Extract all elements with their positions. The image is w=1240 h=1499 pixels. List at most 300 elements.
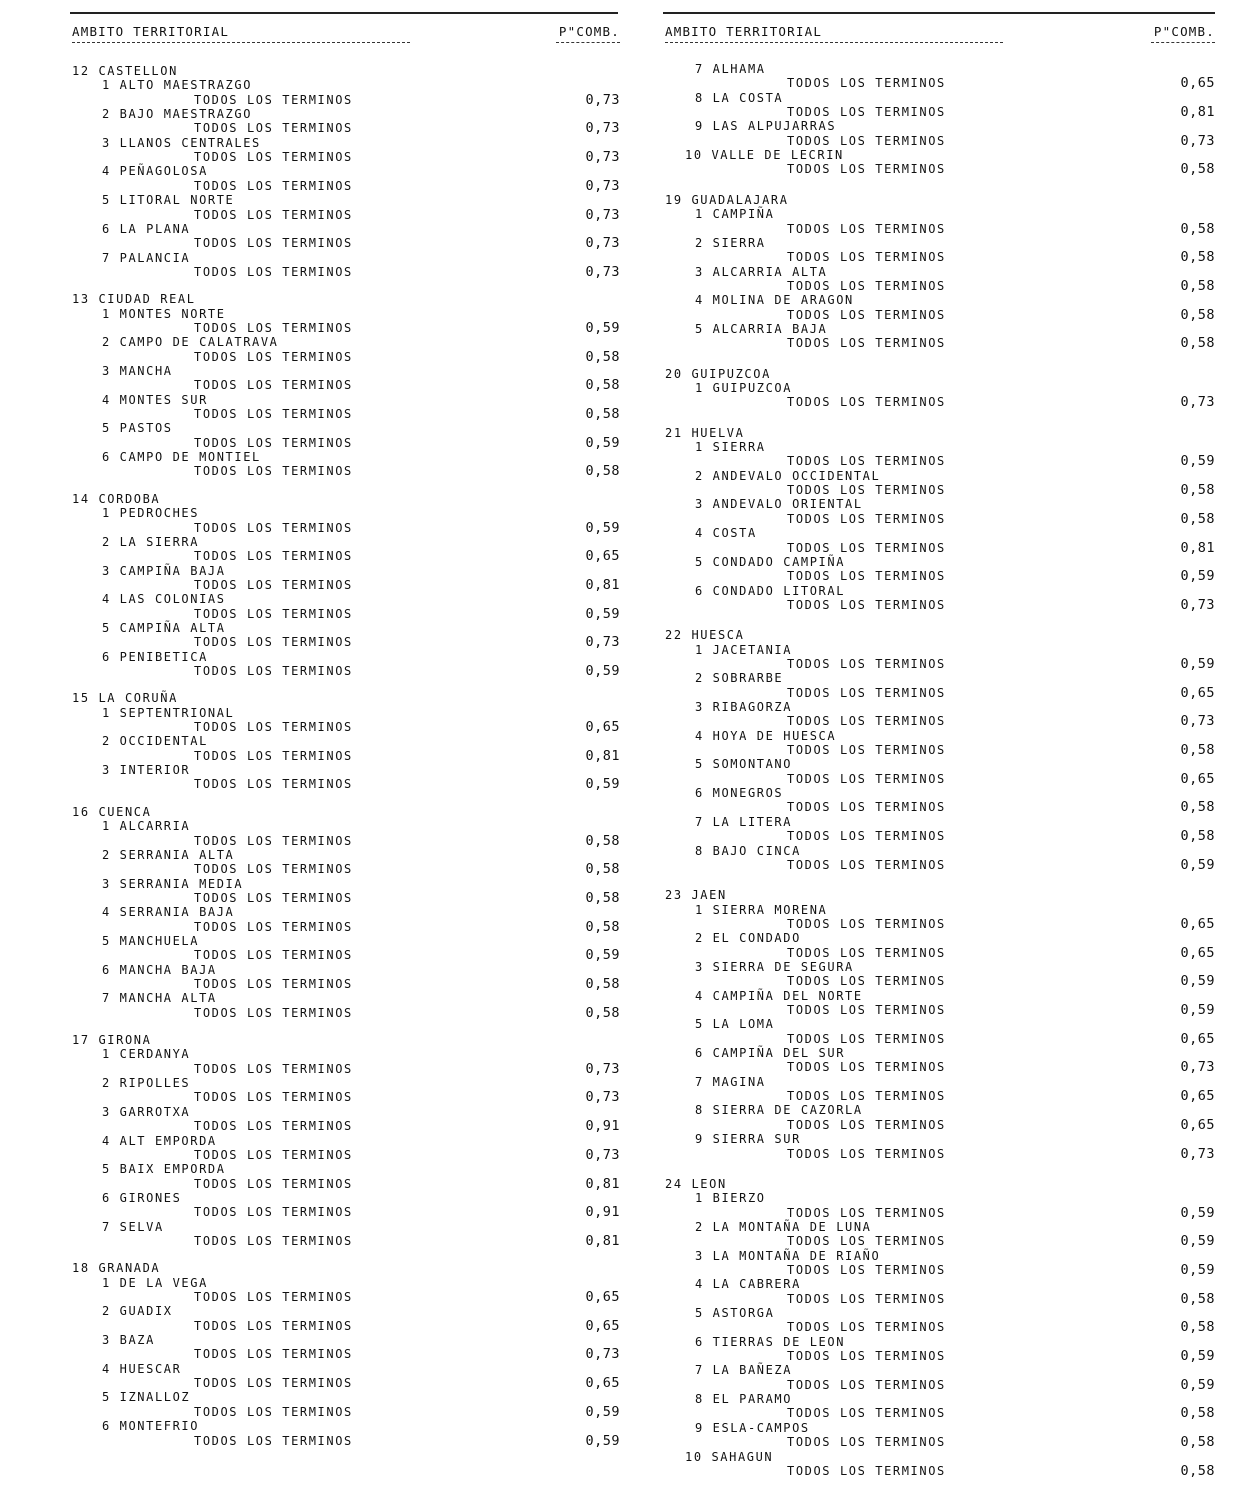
comarca-row (665, 844, 1215, 859)
comarca-label: 3 SIERRA DE SEGURA (695, 959, 854, 974)
province-row (665, 193, 1215, 208)
pcomb-value: 0,58 (1180, 1405, 1215, 1422)
province-row (665, 628, 1215, 643)
terminos-label: TODOS LOS TERMINOS (194, 1061, 353, 1076)
pcomb-value: 0,58 (1180, 510, 1215, 527)
comarca-label: 2 SOBRARBE (695, 671, 784, 686)
comarca-row (72, 78, 620, 93)
pcomb-value: 0,73 (1180, 713, 1215, 730)
province-row (72, 1261, 620, 1276)
comarca-row (665, 903, 1215, 918)
comarca-label: 3 INTERIOR (102, 763, 191, 778)
terminos-label: TODOS LOS TERMINOS (787, 1262, 946, 1277)
terminos-row (72, 834, 620, 849)
terminos-row (72, 265, 620, 280)
pcomb-value: 0,73 (1180, 132, 1215, 149)
province-label: 12 CASTELLON (72, 64, 178, 78)
comarca-row (665, 1363, 1215, 1378)
comarca-row (665, 555, 1215, 570)
pcomb-value: 0,65 (1180, 1116, 1215, 1133)
terminos-row (665, 105, 1215, 120)
pcomb-value: 0,58 (1180, 306, 1215, 323)
pcomb-value: 0,58 (585, 889, 620, 906)
terminos-row (72, 1148, 620, 1163)
comarca-row (72, 506, 620, 521)
pcomb-value: 0,73 (1180, 394, 1215, 411)
comarca-row (665, 293, 1215, 308)
comarca-label: 6 PENIBETICA (102, 649, 208, 664)
comarca-label: 2 OCCIDENTAL (102, 734, 208, 749)
comarca-label: 6 TIERRAS DE LEON (695, 1334, 846, 1349)
terminos-label: TODOS LOS TERMINOS (194, 236, 353, 251)
comarca-label: 2 GUADIX (102, 1304, 173, 1319)
terminos-row (72, 436, 620, 451)
comarca-label: 5 LA LOMA (695, 1017, 775, 1032)
terminos-row (665, 395, 1215, 410)
comarca-label: 7 PALANCIA (102, 250, 191, 265)
column-header (72, 24, 620, 40)
terminos-row (665, 743, 1215, 758)
terminos-row (72, 121, 620, 136)
terminos-label: TODOS LOS TERMINOS (787, 105, 946, 120)
comarca-row (665, 1450, 1215, 1465)
terminos-row (665, 1089, 1215, 1104)
comarca-label: 4 MOLINA DE ARAGON (695, 293, 854, 308)
terminos-label: TODOS LOS TERMINOS (194, 1233, 353, 1248)
comarca-row (665, 62, 1215, 77)
comarca-label: 4 CAMPIÑA DEL NORTE (695, 988, 863, 1003)
comarca-label: 4 MONTES SUR (102, 392, 208, 407)
terminos-label: TODOS LOS TERMINOS (787, 743, 946, 758)
terminos-row (665, 598, 1215, 613)
terminos-row (72, 1405, 620, 1420)
pcomb-value: 0,58 (585, 406, 620, 423)
comarca-row (665, 960, 1215, 975)
terminos-row (665, 946, 1215, 961)
comarca-row (665, 526, 1215, 541)
comarca-label: 3 LLANOS CENTRALES (102, 135, 261, 150)
comarca-row (72, 934, 620, 949)
comarca-row (665, 786, 1215, 801)
comarca-label: 4 LAS COLONIAS (102, 592, 226, 607)
pcomb-value: 0,58 (1180, 1462, 1215, 1479)
comarca-row (72, 650, 620, 665)
comarca-label: 5 CAMPIÑA ALTA (102, 620, 226, 635)
terminos-label: TODOS LOS TERMINOS (194, 178, 353, 193)
top-rule (663, 12, 1215, 14)
comarca-label: 5 IZNALLOZ (102, 1390, 191, 1405)
terminos-row (665, 800, 1215, 815)
terminos-label: TODOS LOS TERMINOS (787, 76, 946, 91)
terminos-row (665, 1234, 1215, 1249)
pcomb-value: 0,73 (585, 263, 620, 280)
terminos-label: TODOS LOS TERMINOS (194, 435, 353, 450)
pcomb-value: 0,65 (1180, 75, 1215, 92)
terminos-label: TODOS LOS TERMINOS (194, 1205, 353, 1220)
terminos-row (72, 1177, 620, 1192)
comarca-label: 5 LITORAL NORTE (102, 193, 235, 208)
pcomb-value: 0,73 (585, 206, 620, 223)
comarca-label: 3 MANCHA (102, 364, 173, 378)
comarca-row (72, 1162, 620, 1177)
terminos-row (665, 829, 1215, 844)
terminos-label: TODOS LOS TERMINOS (194, 349, 353, 364)
terminos-row (72, 521, 620, 536)
comarca-row (72, 1047, 620, 1062)
terminos-row (665, 76, 1215, 91)
pcomb-value: 0,73 (1180, 1059, 1215, 1076)
terminos-row (665, 308, 1215, 323)
pcomb-value: 0,73 (585, 149, 620, 166)
terminos-row (665, 569, 1215, 584)
terminos-label: TODOS LOS TERMINOS (194, 92, 353, 107)
terminos-row (665, 917, 1215, 932)
comarca-row (665, 700, 1215, 715)
comarca-row (72, 1105, 620, 1120)
pcomb-value: 0,58 (1180, 742, 1215, 759)
pcomb-value: 0,58 (585, 348, 620, 365)
terminos-row (72, 1205, 620, 1220)
comarca-label: 1 SIERRA (695, 440, 766, 455)
terminos-row (72, 777, 620, 792)
comarca-row (72, 535, 620, 550)
comarca-label: 4 HOYA DE HUESCA (695, 728, 837, 743)
terminos-label: TODOS LOS TERMINOS (787, 974, 946, 989)
terminos-label: TODOS LOS TERMINOS (787, 1435, 946, 1450)
terminos-label: TODOS LOS TERMINOS (787, 685, 946, 700)
pcomb-value: 0,59 (1180, 453, 1215, 470)
province-row (665, 888, 1215, 903)
header-dashes-pcomb (556, 42, 620, 43)
terminos-row (665, 657, 1215, 672)
pcomb-value: 0,73 (585, 634, 620, 651)
pcomb-value: 0,65 (585, 1289, 620, 1305)
pcomb-value: 0,81 (1180, 104, 1215, 121)
pcomb-value: 0,58 (585, 976, 620, 992)
terminos-row (72, 1234, 620, 1249)
terminos-label: TODOS LOS TERMINOS (787, 1463, 946, 1478)
comarca-row (72, 193, 620, 208)
terminos-label: TODOS LOS TERMINOS (787, 829, 946, 844)
comarca-row (665, 1017, 1215, 1032)
terminos-row (72, 1090, 620, 1105)
comarca-label: 6 CONDADO LITORAL (695, 583, 846, 598)
terminos-row (665, 1147, 1215, 1162)
terminos-label: TODOS LOS TERMINOS (787, 1349, 946, 1364)
pcomb-value: 0,59 (585, 605, 620, 622)
terminos-row (72, 948, 620, 963)
comarca-row (665, 1220, 1215, 1235)
terminos-label: TODOS LOS TERMINOS (194, 1404, 353, 1419)
terminos-row (72, 93, 620, 108)
terminos-row (665, 1003, 1215, 1018)
terminos-row (72, 977, 620, 992)
terminos-label: TODOS LOS TERMINOS (194, 1005, 353, 1020)
comarca-row (72, 905, 620, 920)
terminos-row (665, 1378, 1215, 1393)
comarca-label: 2 CAMPO DE CALATRAVA (102, 335, 279, 350)
terminos-row (665, 279, 1215, 294)
comarca-label: 9 LAS ALPUJARRAS (695, 119, 837, 134)
comarca-row (72, 1276, 620, 1291)
terminos-row (665, 541, 1215, 556)
pcomb-value: 0,58 (1180, 482, 1215, 499)
comarca-row (665, 91, 1215, 106)
terminos-row (72, 321, 620, 336)
terminos-label: TODOS LOS TERMINOS (787, 1146, 946, 1161)
terminos-label: TODOS LOS TERMINOS (787, 1320, 946, 1335)
comarca-row (72, 136, 620, 151)
comarca-row (72, 335, 620, 350)
terminos-row (665, 222, 1215, 237)
terminos-label: TODOS LOS TERMINOS (787, 597, 946, 612)
pcomb-value: 0,59 (585, 519, 620, 536)
comarca-label: 2 SIERRA (695, 235, 766, 250)
pcomb-value: 0,58 (1180, 249, 1215, 266)
pcomb-value: 0,59 (585, 776, 620, 793)
header-dashes-ambito (665, 42, 1003, 43)
comarca-label: 6 MONEGROS (695, 786, 784, 801)
terminos-row (665, 250, 1215, 265)
terminos-label: TODOS LOS TERMINOS (194, 1347, 353, 1362)
terminos-label: TODOS LOS TERMINOS (787, 1003, 946, 1017)
pcomb-value: 0,59 (585, 1403, 620, 1420)
comarca-label: 4 SERRANIA BAJA (102, 905, 235, 920)
comarca-row (665, 815, 1215, 830)
comarca-label: 1 CAMPIÑA (695, 207, 775, 222)
terminos-label: TODOS LOS TERMINOS (787, 1406, 946, 1421)
comarca-row (72, 734, 620, 749)
comarca-label: 8 LA COSTA (695, 90, 784, 105)
terminos-row (665, 1406, 1215, 1421)
comarca-label: 4 HUESCAR (102, 1361, 182, 1376)
terminos-label: TODOS LOS TERMINOS (787, 540, 946, 555)
comarca-label: 3 CAMPIÑA BAJA (102, 563, 226, 578)
comarca-row (72, 564, 620, 579)
pcomb-value: 0,65 (1180, 1030, 1215, 1047)
comarca-label: 1 DE LA VEGA (102, 1275, 208, 1290)
terminos-row (72, 720, 620, 735)
pcomb-value: 0,81 (1180, 539, 1215, 556)
terminos-label: TODOS LOS TERMINOS (787, 307, 946, 322)
pcomb-value: 0,59 (1180, 568, 1215, 585)
pcomb-value: 0,59 (1180, 1204, 1215, 1221)
terminos-label: TODOS LOS TERMINOS (194, 264, 353, 279)
comarca-label: 7 MANCHA ALTA (102, 991, 217, 1006)
terminos-label: TODOS LOS TERMINOS (787, 1205, 946, 1220)
terminos-label: TODOS LOS TERMINOS (787, 916, 946, 931)
comarca-row (665, 148, 1215, 163)
pcomb-value: 0,58 (1180, 799, 1215, 816)
terminos-label: TODOS LOS TERMINOS (194, 207, 353, 222)
terminos-row (72, 236, 620, 251)
comarca-row (665, 1392, 1215, 1407)
terminos-row (72, 350, 620, 365)
comarca-label: 1 ALCARRIA (102, 819, 191, 834)
terminos-row (72, 179, 620, 194)
comarca-label: 5 PASTOS (102, 421, 173, 436)
comarca-label: 2 LA SIERRA (102, 534, 200, 549)
pcomb-value: 0,59 (585, 434, 620, 451)
terminos-row (665, 1292, 1215, 1307)
pcomb-value: 0,65 (585, 1375, 620, 1392)
comarca-label: 10 SAHAGUN (685, 1449, 774, 1464)
comarca-label: 3 ALCARRIA ALTA (695, 264, 828, 279)
terminos-row (665, 1320, 1215, 1335)
comarca-row (72, 421, 620, 436)
comarca-row (665, 757, 1215, 772)
province-label: 16 CUENCA (72, 804, 152, 819)
comarca-row (72, 450, 620, 465)
comarca-label: 8 SIERRA DE CAZORLA (695, 1103, 863, 1118)
comarca-row (665, 1103, 1215, 1118)
comarca-row (665, 497, 1215, 512)
province-row (665, 426, 1215, 441)
terminos-row (665, 1349, 1215, 1364)
comarca-row (665, 119, 1215, 134)
pcomb-value: 0,81 (585, 1232, 620, 1249)
terminos-row (72, 578, 620, 593)
terminos-label: TODOS LOS TERMINOS (194, 1290, 353, 1304)
terminos-row (72, 891, 620, 906)
pcomb-value: 0,58 (1180, 1290, 1215, 1307)
pcomb-value: 0,73 (585, 120, 620, 137)
comarca-label: 4 LA CABRERA (695, 1277, 801, 1292)
terminos-row (665, 134, 1215, 149)
terminos-label: TODOS LOS TERMINOS (194, 150, 353, 165)
pcomb-value: 0,58 (1180, 1434, 1215, 1451)
pcomb-value: 0,65 (585, 548, 620, 565)
comarca-label: 5 BAIX EMPORDA (102, 1162, 226, 1177)
header-dashes-ambito (72, 42, 410, 43)
comarca-row (665, 1421, 1215, 1436)
terminos-row (665, 483, 1215, 498)
pcomb-value: 0,59 (1180, 856, 1215, 873)
comarca-row (72, 1191, 620, 1206)
comarca-label: 3 RIBAGORZA (695, 700, 793, 714)
pcomb-header: P"COMB. (1153, 24, 1215, 39)
pcomb-value: 0,58 (1180, 220, 1215, 237)
terminos-label: TODOS LOS TERMINOS (787, 278, 946, 293)
comarca-label: 1 GUIPUZCOA (695, 381, 793, 395)
comarca-label: 3 LA MONTAÑA DE RIAÑO (695, 1248, 881, 1263)
pcomb-value: 0,58 (1180, 335, 1215, 352)
terminos-label: TODOS LOS TERMINOS (787, 656, 946, 671)
pcomb-value: 0,65 (1180, 915, 1215, 932)
comarca-row (72, 706, 620, 721)
province-row (665, 367, 1215, 382)
pcomb-value: 0,73 (585, 235, 620, 252)
comarca-label: 3 SERRANIA MEDIA (102, 876, 244, 891)
comarca-row (665, 440, 1215, 455)
pcomb-value: 0,81 (585, 747, 620, 764)
terminos-label: TODOS LOS TERMINOS (194, 1376, 353, 1391)
comarca-row (72, 991, 620, 1006)
terminos-label: TODOS LOS TERMINOS (787, 395, 946, 410)
terminos-label: TODOS LOS TERMINOS (194, 464, 353, 479)
terminos-row (72, 664, 620, 679)
terminos-row (665, 1464, 1215, 1479)
terminos-label: TODOS LOS TERMINOS (194, 320, 353, 335)
ambito-header: AMBITO TERRITORIAL (72, 24, 230, 39)
terminos-label: TODOS LOS TERMINOS (787, 221, 946, 236)
province-label: 19 GUADALAJARA (665, 192, 789, 207)
pcomb-value: 0,59 (1180, 1348, 1215, 1365)
terminos-label: TODOS LOS TERMINOS (194, 1090, 353, 1105)
province-row (665, 1177, 1215, 1192)
top-rule (70, 12, 618, 14)
ambito-header: AMBITO TERRITORIAL (665, 24, 823, 39)
comarca-row (665, 671, 1215, 686)
terminos-label: TODOS LOS TERMINOS (787, 1377, 946, 1392)
pcomb-value: 0,81 (585, 1175, 620, 1192)
province-label: 18 GRANADA (72, 1261, 161, 1276)
terminos-label: TODOS LOS TERMINOS (194, 977, 353, 991)
terminos-label: TODOS LOS TERMINOS (194, 549, 353, 564)
comarca-row (665, 1132, 1215, 1147)
pcomb-value: 0,73 (585, 177, 620, 194)
pcomb-value: 0,65 (1180, 770, 1215, 787)
comarca-label: 4 ALT EMPORDA (102, 1133, 217, 1148)
comarca-label: 6 GIRONES (102, 1190, 182, 1205)
comarca-label: 6 MONTEFRIO (102, 1419, 200, 1434)
pcomb-value: 0,58 (585, 832, 620, 849)
province-label: 21 HUELVA (665, 425, 745, 440)
pcomb-value: 0,59 (585, 663, 620, 679)
comarca-label: 7 SELVA (102, 1219, 164, 1234)
comarca-row (665, 1046, 1215, 1061)
terminos-label: TODOS LOS TERMINOS (787, 1234, 946, 1249)
comarca-label: 5 MANCHUELA (102, 933, 200, 948)
terminos-row (72, 1006, 620, 1021)
comarca-label: 1 SIERRA MORENA (695, 902, 828, 917)
terminos-label: TODOS LOS TERMINOS (787, 483, 946, 498)
comarca-label: 1 SEPTENTRIONAL (102, 705, 235, 720)
terminos-label: TODOS LOS TERMINOS (194, 577, 353, 592)
terminos-row (72, 1062, 620, 1077)
terminos-label: TODOS LOS TERMINOS (194, 407, 353, 422)
terminos-row (665, 772, 1215, 787)
comarca-label: 1 ALTO MAESTRAZGO (102, 78, 253, 93)
comarca-row (72, 393, 620, 408)
pcomb-value: 0,65 (585, 1317, 620, 1334)
comarca-row (72, 251, 620, 266)
terminos-label: TODOS LOS TERMINOS (194, 1176, 353, 1191)
pcomb-value: 0,58 (585, 377, 620, 394)
comarca-label: 5 CONDADO CAMPIÑA (695, 554, 846, 569)
comarca-label: 1 CERDANYA (102, 1047, 191, 1062)
pcomb-value: 0,59 (1180, 973, 1215, 990)
comarca-row (665, 729, 1215, 744)
terminos-row (665, 714, 1215, 729)
terminos-label: TODOS LOS TERMINOS (194, 635, 353, 650)
province-label: 17 GIRONA (72, 1033, 152, 1048)
comarca-row (72, 364, 620, 379)
comarca-label: 6 CAMPO DE MONTIEL (102, 450, 261, 465)
province-row (72, 64, 620, 79)
pcomb-value: 0,59 (1180, 1233, 1215, 1250)
terminos-row (72, 1290, 620, 1305)
comarca-row (665, 1075, 1215, 1090)
province-label: 20 GUIPUZCOA (665, 366, 771, 381)
terminos-label: TODOS LOS TERMINOS (194, 720, 353, 735)
comarca-row (665, 236, 1215, 251)
terminos-label: TODOS LOS TERMINOS (194, 1318, 353, 1333)
comarca-label: 7 MAGINA (695, 1074, 766, 1089)
terminos-label: TODOS LOS TERMINOS (787, 162, 946, 177)
comarca-row (72, 1134, 620, 1149)
province-row (72, 691, 620, 706)
